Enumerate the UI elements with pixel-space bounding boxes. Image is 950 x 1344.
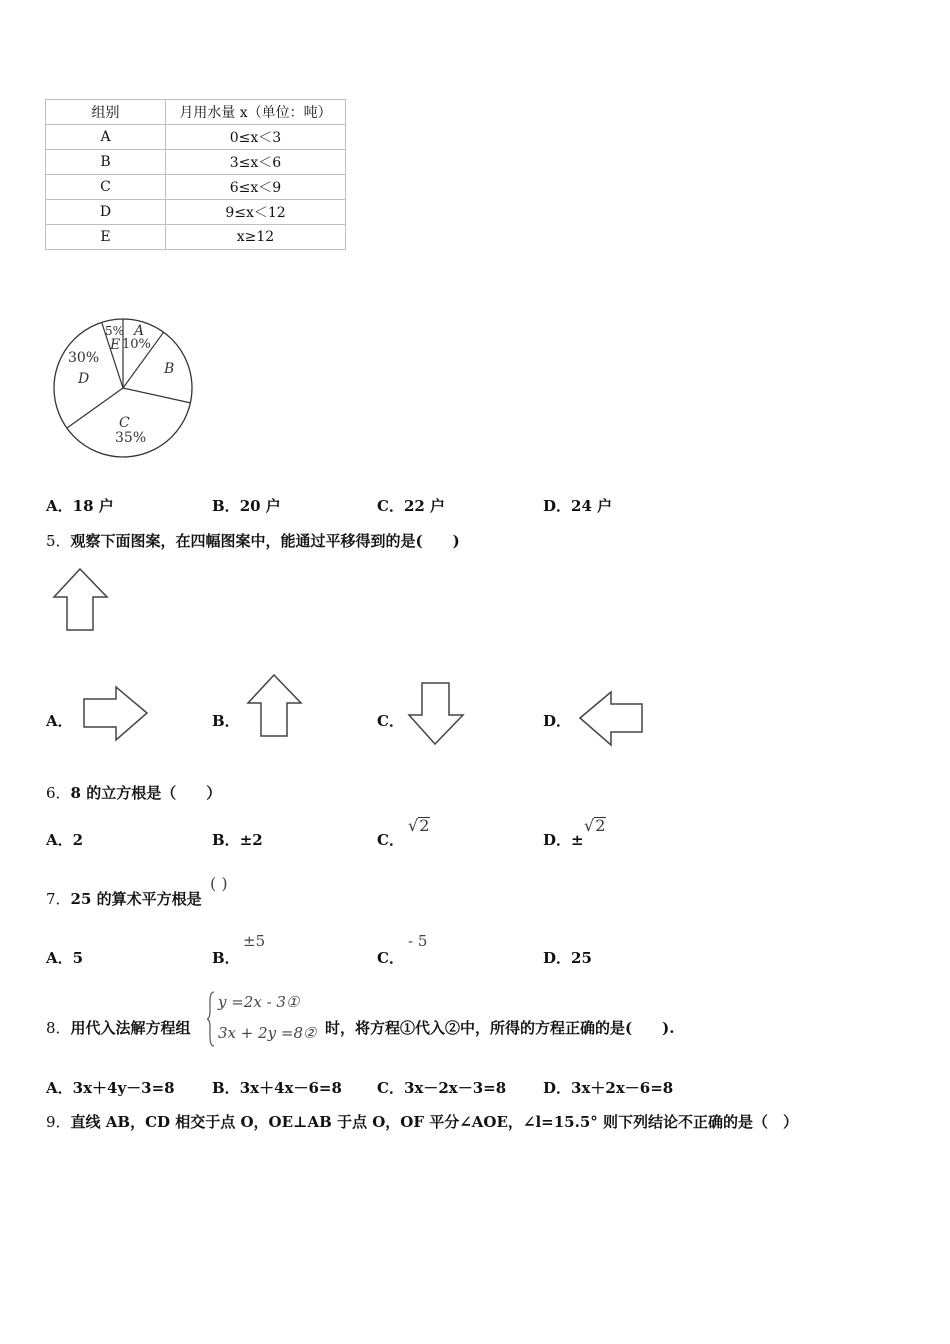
question-number: 6． [46, 784, 71, 802]
option-letter: B． [212, 949, 240, 967]
option-text: 2 [72, 831, 84, 849]
q4-option-c[interactable] [377, 495, 445, 516]
q6-option-b[interactable] [212, 829, 263, 850]
pie-divider-d [67, 388, 123, 428]
question-8-intro [46, 1017, 191, 1038]
option-text: ± [571, 831, 584, 849]
option-letter: B． [212, 1079, 240, 1097]
table-cell: A [46, 125, 166, 150]
option-text: 5 [72, 949, 84, 967]
pie-label-a-percent: 10% [122, 337, 151, 352]
right-arrow-icon[interactable] [82, 685, 150, 743]
q6-option-a[interactable] [46, 829, 83, 850]
question-text: 25 的算术平方根是 [70, 890, 202, 908]
option-letter: A． [46, 497, 73, 515]
reference-up-arrow-icon [52, 567, 110, 633]
q5-option-b[interactable] [212, 710, 240, 731]
option-letter: C． [377, 949, 404, 967]
question-6 [46, 782, 221, 803]
q5-option-a[interactable] [46, 710, 73, 731]
option-text: 24 户 [571, 497, 613, 515]
option-letter: C． [377, 712, 404, 730]
q7-answer-paren: ( ) [210, 874, 228, 893]
left-arrow-icon[interactable] [577, 690, 645, 748]
up-arrow-icon[interactable] [246, 673, 304, 739]
option-text: 25 [571, 949, 592, 967]
equation-1: y =2x - 3① [218, 993, 300, 1011]
option-text: 3x－2x－3=8 [403, 1079, 507, 1097]
pie-divider-c [123, 388, 191, 403]
q8-option-c[interactable] [377, 1077, 506, 1098]
option-text: 3x＋4x－6=8 [239, 1079, 342, 1097]
question-9 [46, 1111, 798, 1132]
option-letter: D． [543, 497, 572, 515]
option-text: ±2 [239, 831, 263, 849]
pie-label-a: A [134, 323, 145, 339]
option-letter: B． [212, 712, 240, 730]
option-letter: A． [46, 1079, 73, 1097]
q8-option-a[interactable] [46, 1077, 175, 1098]
question-number: 9． [46, 1113, 71, 1131]
question-7 [46, 888, 202, 909]
table-header-usage: 月用水量 x（单位：吨） [166, 100, 346, 125]
question-5 [46, 530, 460, 551]
q4-option-d[interactable] [543, 495, 612, 516]
q6-option-c[interactable] [377, 829, 404, 850]
question-text: 观察下面图案，在四幅图案中，能通过平移得到的是( ) [70, 532, 460, 550]
radicand: 2 [595, 816, 606, 835]
option-letter: D． [543, 831, 572, 849]
question-number: 8． [46, 1019, 71, 1037]
table-cell: 6≤x＜9 [166, 175, 346, 200]
pie-label-c: C [119, 415, 130, 431]
option-letter: D． [543, 1079, 572, 1097]
equation-2: 3x + 2y =8② [218, 1024, 317, 1042]
option-text: 3x＋2x－6=8 [571, 1079, 674, 1097]
pie-label-d-percent: 30% [68, 350, 100, 366]
table-row [46, 225, 346, 250]
pie-label-e-percent: 5% [105, 324, 125, 338]
table-row [46, 200, 346, 225]
equation-system-brace [206, 990, 216, 1048]
table-cell: 9≤x＜12 [166, 200, 346, 225]
table-cell: 0≤x＜3 [166, 125, 346, 150]
q5-option-d[interactable] [543, 710, 571, 731]
option-text: 18 户 [72, 497, 114, 515]
q7-option-a[interactable] [46, 947, 83, 968]
pie-chart [48, 313, 198, 463]
q5-option-c[interactable] [377, 710, 404, 731]
table-header-row [46, 100, 346, 125]
question-text: 用代入法解方程组 [70, 1019, 191, 1037]
pie-label-b: B [164, 361, 175, 377]
option-letter: C． [377, 1079, 404, 1097]
question-text: 8 的立方根是（ ） [70, 784, 222, 802]
question-number: 7． [46, 890, 71, 908]
option-text: 20 户 [239, 497, 281, 515]
option-letter: A． [46, 712, 73, 730]
table-cell: E [46, 225, 166, 250]
option-letter: B． [212, 497, 240, 515]
table-header-group: 组别 [46, 100, 166, 125]
q7-option-d[interactable] [543, 947, 592, 968]
table-cell: x≥12 [166, 225, 346, 250]
table-row [46, 150, 346, 175]
q6-c-sqrt-2: √2 [408, 816, 430, 835]
water-usage-table [45, 99, 346, 250]
q6-d-sqrt-2: √2 [584, 816, 606, 835]
q4-option-a[interactable] [46, 495, 114, 516]
option-text: 3x＋4y－3=8 [72, 1079, 175, 1097]
q7-option-c[interactable] [377, 947, 404, 968]
option-text: 22 户 [403, 497, 446, 515]
pie-label-d: D [78, 371, 90, 387]
q8-option-d[interactable] [543, 1077, 673, 1098]
option-letter: C． [377, 497, 404, 515]
option-letter: A． [46, 949, 73, 967]
question-8-rest: 时，将方程①代入②中，所得的方程正确的是( ). [325, 1019, 675, 1037]
q4-option-b[interactable] [212, 495, 281, 516]
option-letter: A． [46, 831, 73, 849]
option-letter: B． [212, 831, 240, 849]
table-cell: C [46, 175, 166, 200]
q6-option-d[interactable] [543, 829, 584, 850]
down-arrow-icon[interactable] [407, 681, 465, 747]
table-row [46, 125, 346, 150]
table-cell: D [46, 200, 166, 225]
q7-option-b[interactable] [212, 947, 240, 968]
option-letter: D． [543, 712, 572, 730]
pie-label-e: E [110, 337, 121, 353]
table-cell: 3≤x＜6 [166, 150, 346, 175]
question-text: 直线 AB，CD 相交于点 O，OE⊥AB 于点 O，OF 平分∠AOE，∠l=15.5° 则下列结论不正确的是（ ） [70, 1113, 799, 1131]
q7-b-value: ±5 [243, 932, 266, 950]
option-letter: D． [543, 949, 572, 967]
question-number: 5． [46, 532, 71, 550]
option-letter: C． [377, 831, 404, 849]
table-row [46, 175, 346, 200]
table-cell: B [46, 150, 166, 175]
radicand: 2 [419, 816, 430, 835]
q8-option-b[interactable] [212, 1077, 342, 1098]
pie-label-c-percent: 35% [115, 430, 147, 446]
q7-c-value: - 5 [408, 932, 428, 950]
